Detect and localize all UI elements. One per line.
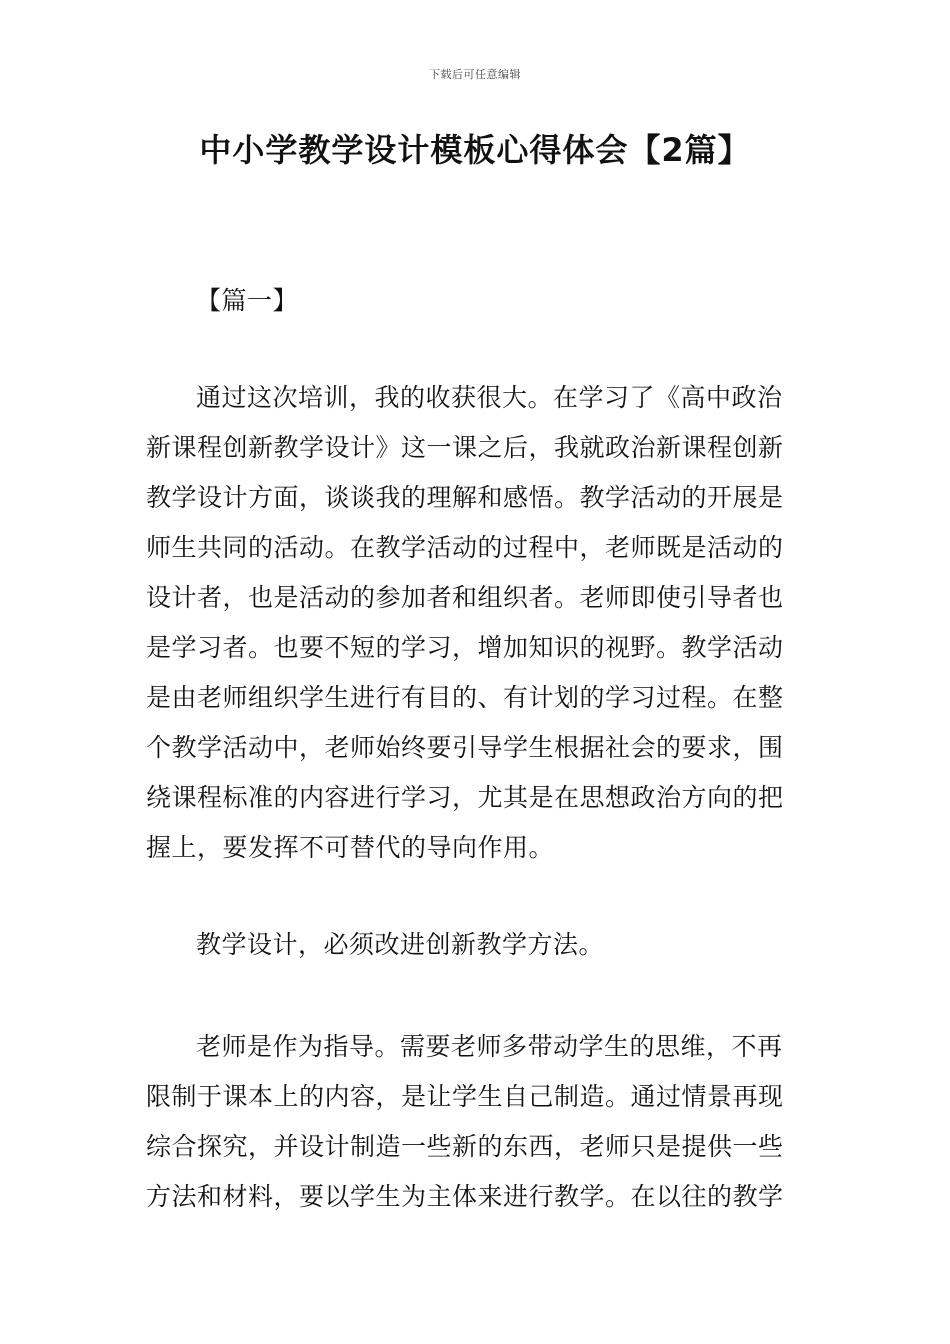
paragraph-line: 是学习者。也要不短的学习，增加知识的视野。教学活动 (146, 633, 784, 662)
paragraph-line: 教学设计方面，谈谈我的理解和感悟。教学活动的开展是 (146, 483, 784, 512)
paragraph-line: 老师是作为指导。需要老师多带动学生的思维，不再 (196, 1032, 783, 1061)
paragraph-1 (146, 373, 806, 873)
section-label-text: 【篇一】 (196, 286, 299, 315)
paragraph-2 (146, 920, 806, 970)
paragraph-line: 绕课程标准的内容进行学习，尤其是在思想政治方向的把 (146, 783, 784, 812)
paragraph-line: 握上，要发挥不可替代的导向作用。 (146, 833, 555, 862)
paragraph-line: 教学设计，必须改进创新教学方法。 (196, 930, 605, 959)
section-label (146, 276, 806, 326)
paragraph-line: 限制于课本上的内容，是让学生自己制造。通过情景再现 (146, 1082, 784, 1111)
paragraph-line: 个教学活动中，老师始终要引导学生根据社会的要求，围 (146, 733, 784, 762)
header-note: 下载后可任意编辑 (429, 68, 521, 81)
paragraph-3 (146, 1022, 806, 1222)
paragraph-line: 设计者，也是活动的参加者和组织者。老师即使引导者也 (146, 583, 784, 612)
paragraph-line: 方法和材料，要以学生为主体来进行教学。在以往的教学 (146, 1182, 784, 1211)
paragraph-line: 通过这次培训，我的收获很大。在学习了《高中政治 (196, 383, 783, 412)
paragraph-line: 新课程创新教学设计》这一课之后，我就政治新课程创新 (146, 433, 784, 462)
paragraph-line: 综合探究，并设计制造一些新的东西，老师只是提供一些 (146, 1132, 784, 1161)
paragraph-line: 师生共同的活动。在教学活动的过程中，老师既是活动的 (146, 533, 784, 562)
paragraph-line: 是由老师组织学生进行有目的、有计划的学习过程。在整 (146, 683, 784, 712)
document-title: 中小学教学设计模板心得体会【2篇】 (199, 131, 751, 169)
